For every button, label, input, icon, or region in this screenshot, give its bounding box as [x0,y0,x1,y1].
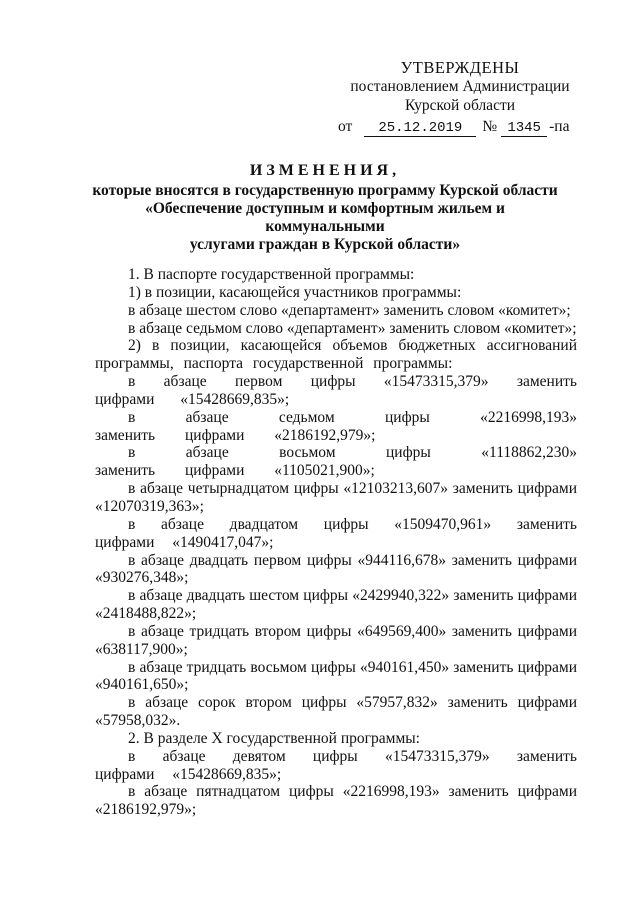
approval-line-2: Курской области [404,97,516,114]
document-title [90,162,560,254]
paragraph: в абзаце тридцать восьмом цифры «940161,450» заменить цифрами «940161,650»; [95,658,577,694]
paragraph: в абзаце восьмом цифры «1118862,230» заменить цифрами «1105021,900»; [95,444,577,480]
paragraph: в абзаце сорок втором цифры «57957,832» заменить цифрами «57958,032». [95,694,577,730]
number-suffix: -па [549,118,570,135]
paragraph: 2. В разделе X государственной программы: [128,729,420,747]
paragraph: в абзаце первом цифры «15473315,379» заменить цифрами «15428669,835»; [95,373,577,408]
paragraph: в абзаце седьмом цифры «2216998,193» заменить цифрами «2186192,979»; [95,408,577,444]
paragraph: в абзаце двадцатом цифры «1509470,961» заменить цифрами «1490417,047»; [95,515,577,551]
approval-heading: УТВЕРЖДЕНЫ [400,58,520,77]
approval-date: 25.12.2019 [364,120,476,137]
approval-number: 1345 [501,120,547,137]
title-line-3: услугами граждан в Курской области» [189,236,461,253]
from-label: от [338,118,353,135]
paragraph: в абзаце пятнадцатом цифры «2216998,193» заменить цифрами «2186192,979»; [95,783,577,819]
paragraph: в абзаце седьмом слово «департамент» заменить словом «комитет»; [128,319,577,337]
title-line-2: «Обеспечение доступным и комфортным жильем и коммунальными [145,200,505,235]
approval-reference [338,117,590,137]
approval-stamp [330,58,590,137]
paragraph: в абзаце шестом слово «департамент» заменить словом «комитет»; [128,301,571,319]
document-body [95,266,577,819]
paragraph: в абзаце тридцать втором цифры «649569,400» заменить цифрами «638117,900»; [95,622,577,658]
title-line-1: которые вносятся в государственную программу Курской области [92,182,558,199]
number-label: № [482,118,498,135]
paragraph: 1) в позиции, касающейся участников программы: [128,283,462,301]
title-main: ИЗМЕНЕНИЯ, [249,162,401,179]
paragraph: 1. В паспорте государственной программы: [128,266,415,283]
paragraph: в абзаце девятом цифры «15473315,379» заменить цифрами «15428669,835»; [95,747,577,783]
paragraph: 2) в позиции, касающейся объемов бюджетных ассигнований программы, паспорта государственной программы: [95,337,577,373]
paragraph: в абзаце двадцать шестом цифры «2429940,322» заменить цифрами «2418488,822»; [95,587,577,623]
paragraph: в абзаце четырнадцатом цифры «12103213,607» заменить цифрами «12070319,363»; [95,480,577,515]
approval-line-1: постановлением Администрации [350,78,570,95]
paragraph: в абзаце двадцать первом цифры «944116,678» заменить цифрами «930276,348»; [95,551,577,587]
